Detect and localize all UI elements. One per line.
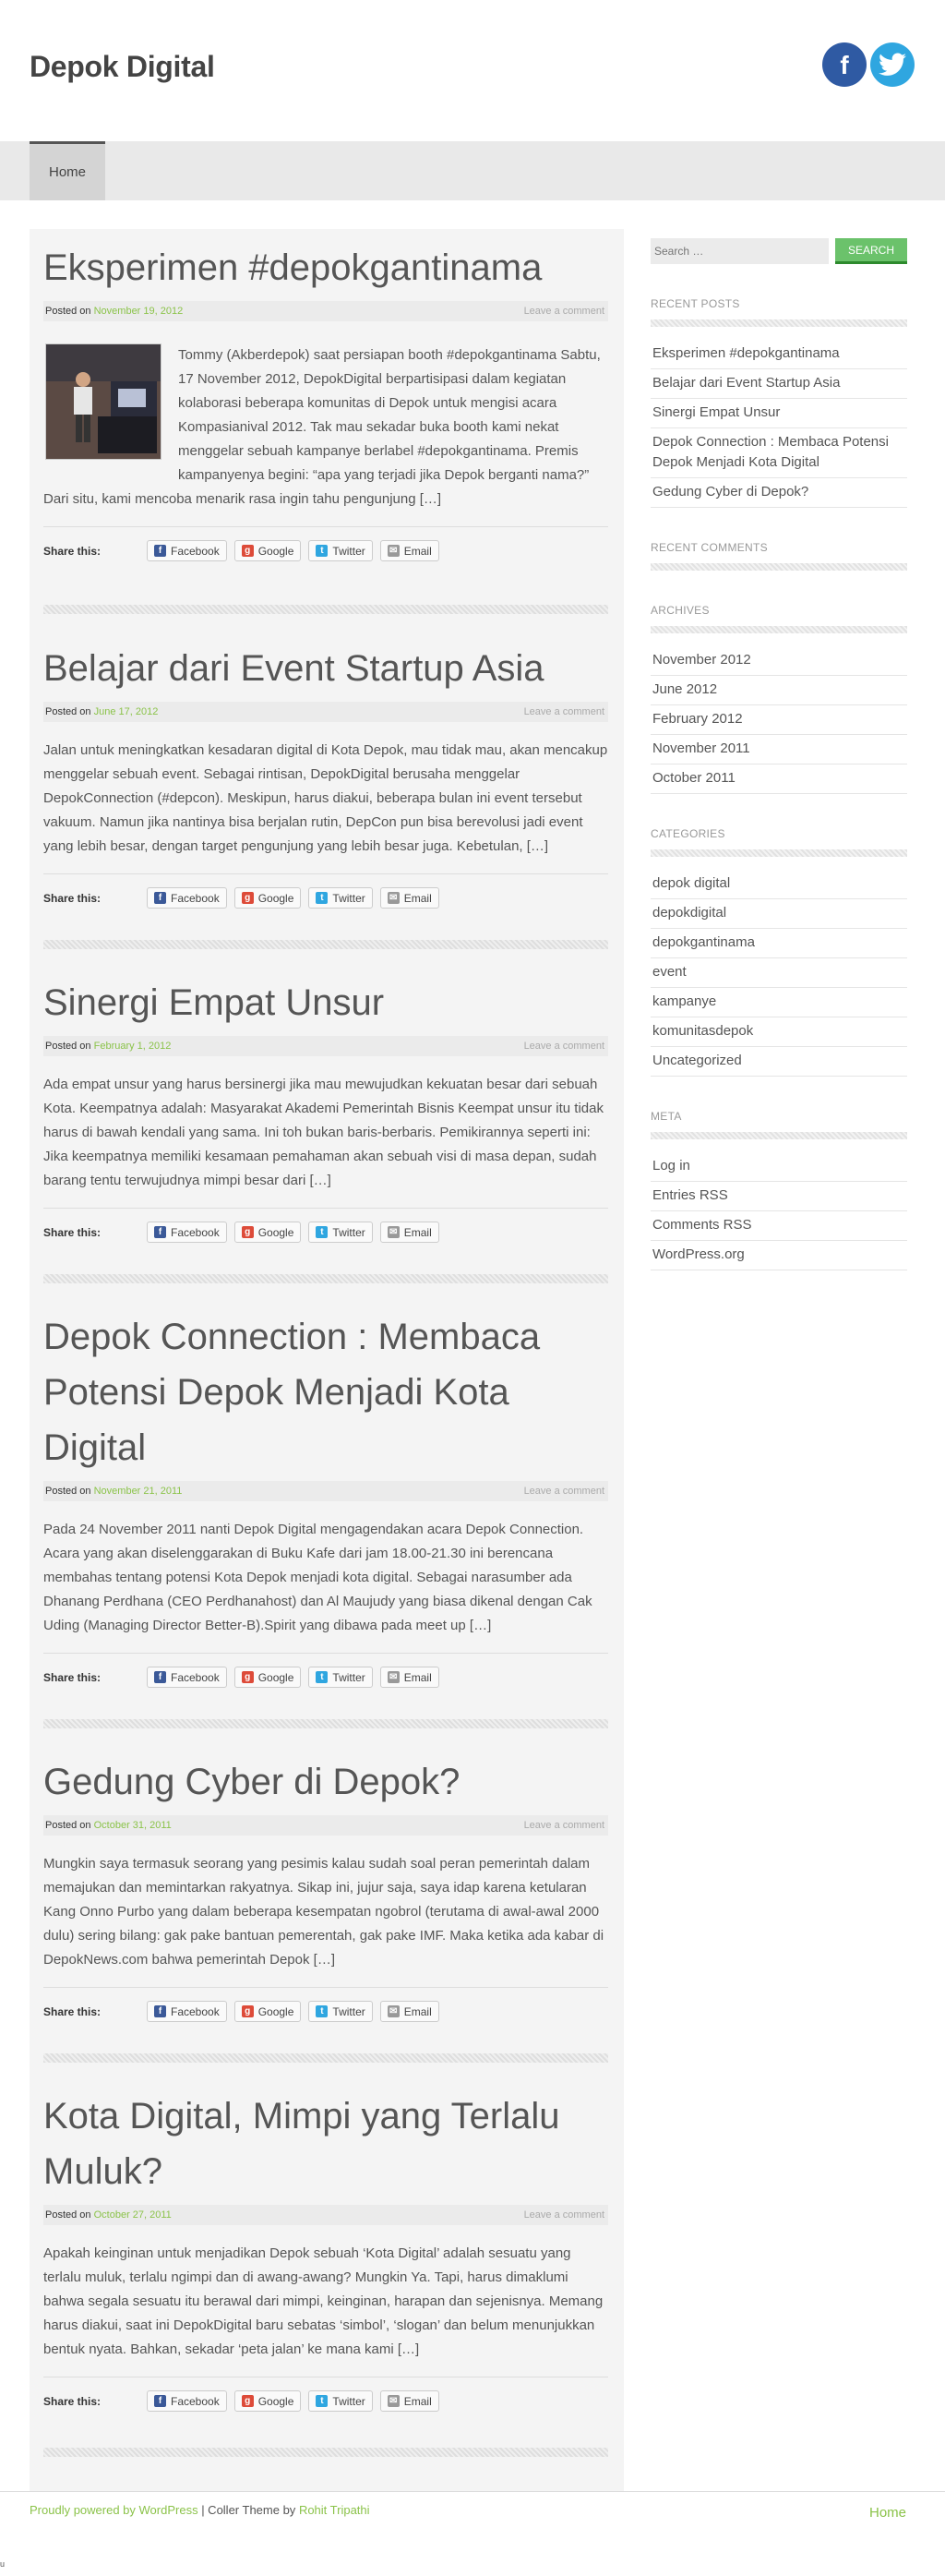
post-excerpt: Mungkin saya termasuk seorang yang pesimis kalau sudah soal peran pemerintah dalam memajukan dan memintarkan rakyatnya. Sikap ini, jujur saja, saya idap karena ketularan Kang Onno Purbo yang dalam beberapa kesempatan ngobrol (terutama di awal-awal 2000 dulu) sering bilang: gak pake bantuan pemerentah, gak pake IMF. Maka ketika ada kabar di DepokNews.com bahwa pemerintah Depok […] <box>43 1856 604 1968</box>
share-twitter-label: Twitter <box>332 1225 365 1239</box>
archive-link[interactable]: February 2012 <box>651 705 907 735</box>
posted-on-label: Posted on <box>45 706 91 717</box>
share-bar <box>43 1208 608 1243</box>
post-meta <box>43 2205 608 2225</box>
widget-divider <box>651 626 907 633</box>
post-date[interactable]: November 19, 2012 <box>93 306 184 317</box>
share-google-label: Google <box>257 2394 294 2408</box>
meta-link[interactable]: WordPress.org <box>651 1241 907 1270</box>
post-meta <box>43 1815 608 1836</box>
post-title[interactable]: Eksperimen #depokgantinama <box>43 247 543 288</box>
widget-divider <box>651 563 907 571</box>
widget-divider <box>651 849 907 857</box>
archive-link[interactable]: October 2011 <box>651 764 907 794</box>
twitter-icon: t <box>316 2005 328 2017</box>
post-divider <box>43 1719 608 1728</box>
post-meta <box>43 702 608 722</box>
share-google-button[interactable] <box>234 887 302 909</box>
post <box>43 240 608 561</box>
google-icon: g <box>242 892 254 904</box>
share-bar <box>43 1987 608 2022</box>
share-facebook-button[interactable] <box>147 540 227 561</box>
post-excerpt: Tommy (Akberdepok) saat persiapan booth #depokgantinama Sabtu, 17 November 2012, DepokDigital berpartisipasi dalam kegiatan kolaborasi beberapa komunitas di Depok untuk mengisi acara Kompasianival 2012. Tak mau sekadar buka booth kami nekat menggelar sebuah kampanye berlabel #depokgantinama. Premis kampanyenya begini: “apa yang terjadi jika Depok berganti nama?” Dari situ, kami mencoba menarik rasa ingin tahu pengunjung […] <box>43 347 601 507</box>
email-icon: ✉ <box>388 1671 400 1683</box>
search-form <box>651 238 907 264</box>
widget-divider <box>651 1132 907 1139</box>
leave-comment-link[interactable]: Leave a comment <box>523 706 604 717</box>
post-thumbnail[interactable] <box>45 343 161 460</box>
share-label: Share this: <box>43 2004 102 2018</box>
twitter-icon: t <box>316 892 328 904</box>
post-divider <box>43 940 608 949</box>
share-facebook-button[interactable] <box>147 1222 227 1243</box>
twitter-icon: t <box>316 1671 328 1683</box>
share-google-label: Google <box>257 2004 294 2018</box>
facebook-icon: f <box>154 1226 166 1238</box>
recent-post-link[interactable]: Depok Connection : Membaca Potensi Depok Menjadi Kota Digital <box>651 428 907 478</box>
archive-link[interactable]: November 2012 <box>651 646 907 676</box>
post-excerpt-wrap <box>43 343 608 512</box>
categories-title: CATEGORIES <box>651 827 725 840</box>
twitter-icon: t <box>316 2395 328 2407</box>
post <box>43 2088 608 2412</box>
share-email-label: Email <box>403 2394 432 2408</box>
svg-text:f: f <box>840 51 849 79</box>
share-google-label: Google <box>257 544 294 558</box>
share-facebook-label: Facebook <box>171 1225 220 1239</box>
share-facebook-button[interactable] <box>147 1667 227 1688</box>
share-twitter-button[interactable] <box>308 1222 372 1243</box>
share-google-button[interactable] <box>234 2001 302 2022</box>
posted-on-label: Posted on <box>45 1820 91 1831</box>
post-date[interactable]: October 31, 2011 <box>93 1820 172 1831</box>
share-label: Share this: <box>43 1225 102 1239</box>
share-bar <box>43 1653 608 1688</box>
google-icon: g <box>242 1226 254 1238</box>
site-header <box>0 0 945 140</box>
share-email-button[interactable] <box>380 887 439 909</box>
share-twitter-button[interactable] <box>308 540 372 561</box>
posted-on-label: Posted on <box>45 306 91 317</box>
site-title[interactable]: Depok Digital <box>30 50 215 83</box>
share-google-label: Google <box>257 891 294 905</box>
post-meta <box>43 1481 608 1501</box>
category-link[interactable]: depokgantinama <box>651 929 907 958</box>
post-title[interactable]: Sinergi Empat Unsur <box>43 982 385 1023</box>
share-twitter-label: Twitter <box>332 891 365 905</box>
post-date[interactable]: October 27, 2011 <box>93 2209 172 2221</box>
recent-post-link[interactable]: Sinergi Empat Unsur <box>651 399 907 428</box>
meta-link[interactable]: Log in <box>651 1152 907 1182</box>
search-input[interactable] <box>651 238 829 264</box>
category-link[interactable]: kampanye <box>651 988 907 1017</box>
post-title[interactable]: Gedung Cyber di Depok? <box>43 1762 461 1802</box>
posted-on-label: Posted on <box>45 2209 91 2221</box>
archive-link[interactable]: June 2012 <box>651 676 907 705</box>
post-date[interactable]: June 17, 2012 <box>93 706 159 717</box>
facebook-icon: f <box>154 2005 166 2017</box>
share-label: Share this: <box>43 2394 102 2408</box>
category-link[interactable]: komunitasdepok <box>651 1017 907 1047</box>
corner-mark: u <box>0 2559 6 2569</box>
post-excerpt: Apakah keinginan untuk menjadikan Depok sebuah ‘Kota Digital’ adalah sesuatu yang terlalu muluk, terlalu ngimpi dan di awang-awang? Mungkin Ya. Tapi, harus dimaklumi bahwa segala sesuatu itu berawal dari mimpi, keinginan, harapan dan sejenisnya. Memang harus diakui, saat ini DepokDigital baru sebatas ‘simbol’, ‘slogan’ dan belum menunjukkan bentuk nyata. Bahkan, sekadar ‘peta jalan’ ke mana kami […] <box>43 2245 604 2357</box>
category-link[interactable]: Uncategorized <box>651 1047 907 1077</box>
category-link[interactable]: depokdigital <box>651 899 907 929</box>
post-divider <box>43 2448 608 2457</box>
recent-post-link[interactable]: Gedung Cyber di Depok? <box>651 478 907 508</box>
google-icon: g <box>242 1671 254 1683</box>
powered-by-link[interactable]: Proudly powered by WordPress <box>30 2503 198 2517</box>
share-email-button[interactable] <box>380 1667 439 1688</box>
main-nav <box>0 141 945 200</box>
recent-post-link[interactable]: Belajar dari Event Startup Asia <box>651 369 907 399</box>
email-icon: ✉ <box>388 1226 400 1238</box>
email-icon: ✉ <box>388 892 400 904</box>
widget-divider <box>651 319 907 327</box>
sidebar <box>651 238 907 1270</box>
post <box>43 641 608 909</box>
google-icon: g <box>242 545 254 557</box>
share-email-label: Email <box>403 2004 432 2018</box>
share-facebook-label: Facebook <box>171 544 220 558</box>
share-facebook-button[interactable] <box>147 2390 227 2412</box>
post-divider <box>43 1274 608 1283</box>
share-twitter-label: Twitter <box>332 544 365 558</box>
leave-comment-link[interactable]: Leave a comment <box>523 1486 604 1497</box>
share-bar <box>43 2377 608 2412</box>
share-email-button[interactable] <box>380 2390 439 2412</box>
post-divider <box>43 605 608 614</box>
post-excerpt: Pada 24 November 2011 nanti Depok Digital mengagendakan acara Depok Connection. Acara yang akan diselenggarakan di Buku Kafe dari jam 18.00-21.30 ini berencana membahas tentang potensi Kota Depok menjadi kota digital. Sebagai narasumber ada Dhanang Perdhana (CEO Perdhanahost) dan Al Maujudy yang biasa dikenal dengan Cak Uding (Managing Director Better-B).Spirit yang dibawa pada meet up […] <box>43 1522 592 1633</box>
share-twitter-button[interactable] <box>308 887 372 909</box>
share-facebook-button[interactable] <box>147 2001 227 2022</box>
email-icon: ✉ <box>388 2005 400 2017</box>
posted-on-label: Posted on <box>45 1041 91 1052</box>
meta-list <box>651 1152 907 1270</box>
post-excerpt: Jalan untuk meningkatkan kesadaran digital di Kota Depok, mau tidak mau, akan mencakup menggelar sebuah event. Sebagai rintisan, DepokDigital berusaha menggelar DepokConnection (#depcon). Meskipun, harus diakui, beberapa bulan ini event tersebut vakuum. Namun jika nantinya bisa berjalan rutin, DepCon pun bisa berevolusi jadi event yang lebih besar, dengan target pengunjung yang lebih besar juga. Kebetulan, […] <box>43 742 608 854</box>
post <box>43 1754 608 2022</box>
share-bar <box>43 526 608 561</box>
twitter-icon[interactable] <box>870 42 915 87</box>
post <box>43 975 608 1243</box>
share-twitter-button[interactable] <box>308 1667 372 1688</box>
post-title[interactable]: Kota Digital, Mimpi yang Terlalu Muluk? <box>43 2096 560 2192</box>
share-facebook-label: Facebook <box>171 1670 220 1684</box>
share-email-button[interactable] <box>380 540 439 561</box>
share-bar <box>43 873 608 909</box>
archive-link[interactable]: November 2011 <box>651 735 907 764</box>
share-twitter-label: Twitter <box>332 2004 365 2018</box>
meta-title: META <box>651 1110 682 1123</box>
share-facebook-label: Facebook <box>171 2004 220 2018</box>
recent-posts-title: RECENT POSTS <box>651 297 740 310</box>
share-twitter-label: Twitter <box>332 2394 365 2408</box>
share-facebook-label: Facebook <box>171 891 220 905</box>
post-date[interactable]: February 1, 2012 <box>93 1041 172 1052</box>
twitter-icon: t <box>316 545 328 557</box>
share-google-button[interactable] <box>234 540 302 561</box>
search-button[interactable]: SEARCH <box>835 238 907 264</box>
site-footer <box>0 2491 945 2540</box>
google-icon: g <box>242 2005 254 2017</box>
share-twitter-button[interactable] <box>308 2390 372 2412</box>
archives-title: ARCHIVES <box>651 604 710 617</box>
archives-list <box>651 646 907 794</box>
share-twitter-label: Twitter <box>332 1670 365 1684</box>
post-title[interactable]: Depok Connection : Membaca Potensi Depok Menjadi Kota Digital <box>43 1317 541 1468</box>
leave-comment-link[interactable]: Leave a comment <box>523 2209 604 2221</box>
post-excerpt: Ada empat unsur yang harus bersinergi jika mau mewujudkan kekuatan besar dari sebuah Kota. Keempatnya adalah: Masyarakat Akademi Pemerintah Bisnis Keempat unsur itu tidak harus di bawah kendali yang sama. Ini toh bukan baris-berbaris. Pemikirannya seperti ini: Jika keempatnya memiliki kesamaan pemahaman akan sebuah visi di masa depan, sudah barang tentu terwujudnya mimpi besar dari […] <box>43 1077 604 1188</box>
facebook-icon: f <box>154 1671 166 1683</box>
share-label: Share this: <box>43 891 102 905</box>
twitter-icon: t <box>316 1226 328 1238</box>
leave-comment-link[interactable]: Leave a comment <box>523 1820 604 1831</box>
share-google-button[interactable] <box>234 1667 302 1688</box>
post-date[interactable]: November 21, 2011 <box>93 1486 183 1497</box>
theme-author-link[interactable]: Rohit Tripathi <box>298 2503 370 2517</box>
share-label: Share this: <box>43 544 102 558</box>
post-divider <box>43 2053 608 2063</box>
share-email-button[interactable] <box>380 2001 439 2022</box>
google-icon: g <box>242 2395 254 2407</box>
share-google-label: Google <box>257 1670 294 1684</box>
share-google-button[interactable] <box>234 1222 302 1243</box>
recent-posts-list <box>651 340 907 508</box>
categories-list <box>651 870 907 1077</box>
meta-link[interactable]: Comments RSS <box>651 1211 907 1241</box>
facebook-icon: f <box>154 2395 166 2407</box>
share-label: Share this: <box>43 1670 102 1684</box>
footer-home-link[interactable]: Home <box>869 2505 907 2521</box>
email-icon: ✉ <box>388 545 400 557</box>
post-meta <box>43 1036 608 1056</box>
leave-comment-link[interactable]: Leave a comment <box>523 306 604 317</box>
share-email-label: Email <box>403 1225 432 1239</box>
leave-comment-link[interactable]: Leave a comment <box>523 1041 604 1052</box>
facebook-icon: f <box>154 545 166 557</box>
footer-credits <box>30 2503 370 2517</box>
share-facebook-button[interactable] <box>147 887 227 909</box>
post-title[interactable]: Belajar dari Event Startup Asia <box>43 648 544 689</box>
share-email-label: Email <box>403 1670 432 1684</box>
facebook-icon: f <box>154 892 166 904</box>
posted-on-label: Posted on <box>45 1486 91 1497</box>
category-link[interactable]: event <box>651 958 907 988</box>
nav-home[interactable]: Home <box>30 141 105 200</box>
email-icon: ✉ <box>388 2395 400 2407</box>
facebook-icon[interactable] <box>822 42 867 87</box>
recent-post-link[interactable]: Eksperimen #depokgantinama <box>651 340 907 369</box>
share-google-button[interactable] <box>234 2390 302 2412</box>
share-google-label: Google <box>257 1225 294 1239</box>
share-twitter-button[interactable] <box>308 2001 372 2022</box>
recent-comments-title: RECENT COMMENTS <box>651 541 768 554</box>
meta-link[interactable]: Entries RSS <box>651 1182 907 1211</box>
post-meta <box>43 301 608 321</box>
share-facebook-label: Facebook <box>171 2394 220 2408</box>
theme-credit: | Coller Theme by <box>197 2503 299 2517</box>
share-email-label: Email <box>403 891 432 905</box>
post <box>43 1309 608 1688</box>
share-email-label: Email <box>403 544 432 558</box>
category-link[interactable]: depok digital <box>651 870 907 899</box>
share-email-button[interactable] <box>380 1222 439 1243</box>
